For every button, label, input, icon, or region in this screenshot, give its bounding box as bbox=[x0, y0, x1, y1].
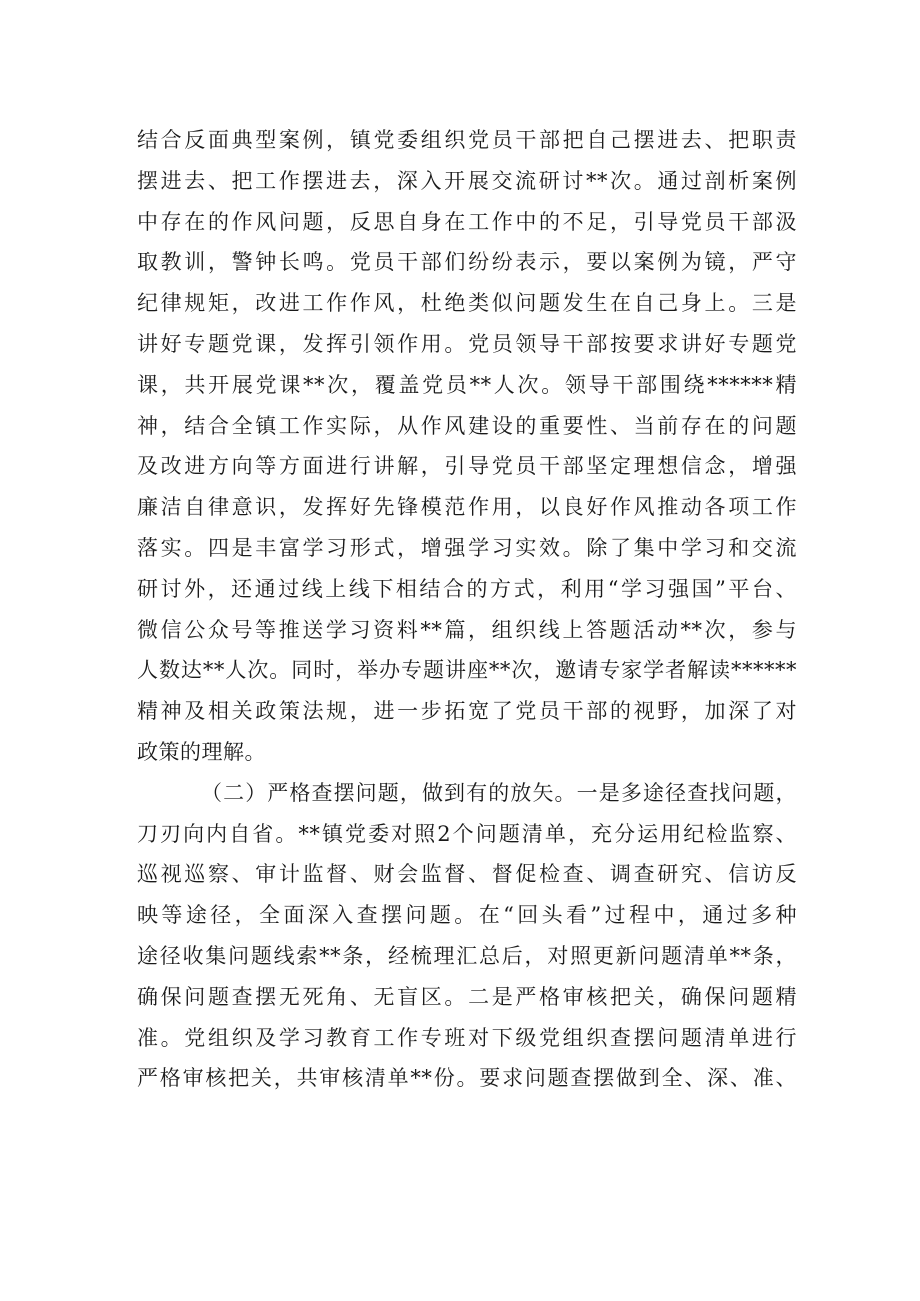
text-line: 讲好专题党课，发挥引领作用。党员领导干部按要求讲好专题党 bbox=[137, 331, 797, 356]
text-line: 准。党组织及学习教育工作专班对下级党组织查摆问题清单进行 bbox=[137, 1025, 797, 1050]
text-line: 结合反面典型案例，镇党委组织党员干部把自己摆进去、把职责 bbox=[137, 128, 797, 152]
text-line: 政策的理解。 bbox=[137, 739, 266, 764]
text-line: 映等途径，全面深入查摆问题。在“回头看”过程中，通过多种 bbox=[137, 903, 797, 928]
text-line: 中存在的作风问题，反思自身在工作中的不足，引导党员干部汲 bbox=[137, 209, 797, 234]
body-text bbox=[137, 120, 797, 1099]
text-line: 课，共开展党课**次，覆盖党员**人次。领导干部围绕******精 bbox=[137, 372, 797, 397]
text-line: 神，结合全镇工作实际，从作风建设的重要性、当前存在的问题 bbox=[137, 413, 797, 438]
text-line: 途径收集问题线索**条，经梳理汇总后，对照更新问题清单**条， bbox=[137, 943, 797, 968]
text-line: 精神及相关政策法规，进一步拓宽了党员干部的视野，加深了对 bbox=[137, 699, 797, 724]
text-line: 及改进方向等方面进行讲解，引导党员干部坚定理想信念，增强 bbox=[137, 454, 797, 479]
text-line: 廉洁自律意识，发挥好先锋模范作用，以良好作风推动各项工作 bbox=[137, 495, 797, 520]
text-line: 刀刃向内自省。**镇党委对照2个问题清单，充分运用纪检监察、 bbox=[137, 821, 797, 846]
text-line: 巡视巡察、审计监督、财会监督、督促检查、调查研究、信访反 bbox=[137, 862, 797, 887]
text-line: 摆进去、把工作摆进去，深入开展交流研讨**次。通过剖析案例 bbox=[137, 168, 797, 193]
text-line: 微信公众号等推送学习资料**篇，组织线上答题活动**次，参与 bbox=[137, 617, 797, 642]
text-line: 落实。四是丰富学习形式，增强学习实效。除了集中学习和交流 bbox=[137, 535, 797, 560]
text-line: 严格审核把关，共审核清单**份。要求问题查摆做到全、深、准、 bbox=[137, 1066, 797, 1091]
text-line: 取教训，警钟长鸣。党员干部们纷纷表示，要以案例为镜，严守 bbox=[137, 250, 797, 275]
text-line: 研讨外，还通过线上线下相结合的方式，利用“学习强国”平台、 bbox=[137, 576, 797, 601]
text-line: 人数达**人次。同时，举办专题讲座**次，邀请专家学者解读****** bbox=[137, 658, 797, 683]
text-line: （二）严格查摆问题，做到有的放矢。一是多途径查找问题， bbox=[201, 780, 797, 805]
text-line: 纪律规矩，改进工作作风，杜绝类似问题发生在自己身上。三是 bbox=[137, 291, 797, 316]
text-line: 确保问题查摆无死角、无盲区。二是严格审核把关，确保问题精 bbox=[137, 984, 797, 1009]
